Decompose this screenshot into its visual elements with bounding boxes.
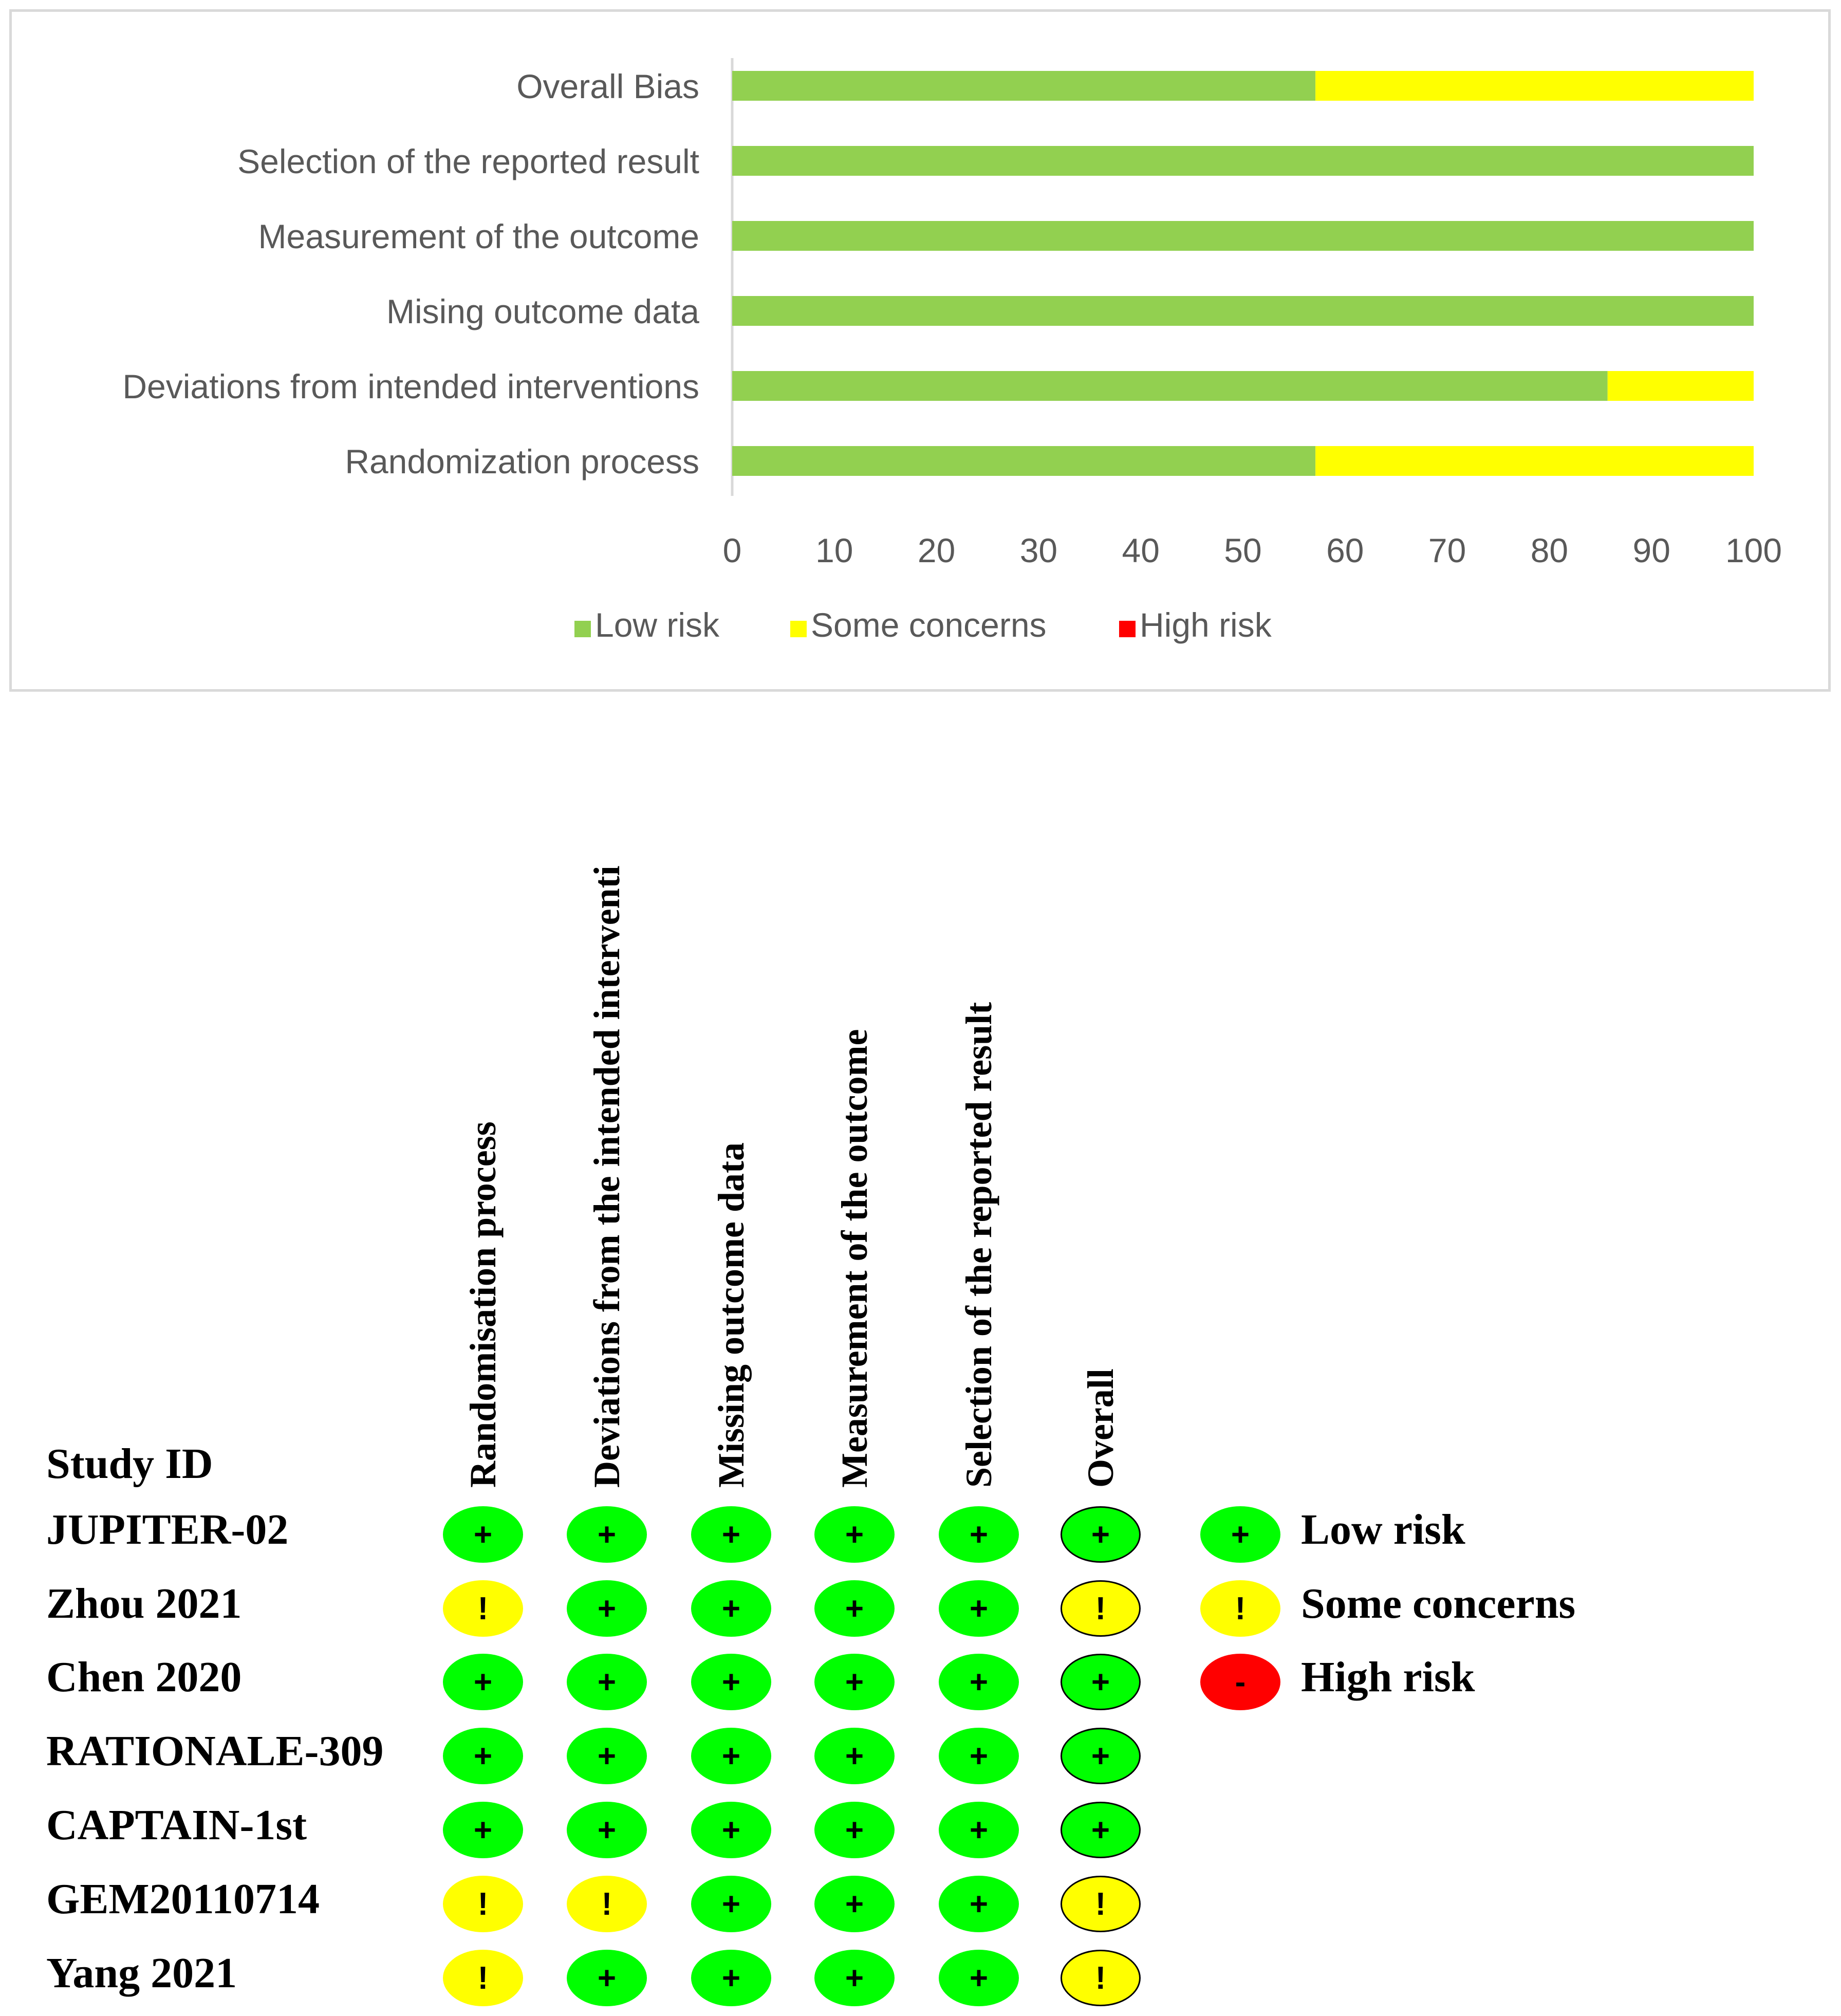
study-label: CAPTAIN-1st: [46, 1801, 307, 1849]
legend-label: High risk: [1301, 1653, 1475, 1701]
legend-swatch: [790, 621, 807, 637]
domain-column-header: Measurement of the outcome: [834, 1029, 875, 1488]
study-label: RATIONALE-309: [46, 1727, 384, 1775]
judgement-dot-low: +: [567, 1728, 647, 1784]
judgement-dot-low: +: [567, 1580, 647, 1637]
judgement-dot-low: +: [939, 1506, 1019, 1563]
judgement-dot-low: +: [691, 1506, 771, 1563]
judgement-dot-low: +: [691, 1580, 771, 1637]
judgement-dot-some: !: [567, 1876, 647, 1932]
judgement-dot-low: +: [691, 1876, 771, 1932]
judgement-dot-low: +: [814, 1802, 895, 1858]
study-label: GEM20110714: [46, 1875, 320, 1923]
x-tick-label: 60: [1326, 531, 1364, 569]
judgement-dot-some: !: [1061, 1876, 1141, 1932]
judgement-dot-low: +: [567, 1654, 647, 1710]
x-tick-label: 80: [1530, 531, 1569, 569]
judgement-dot-low: +: [443, 1506, 523, 1563]
x-tick-label: 50: [1224, 531, 1262, 569]
study-label: Yang 2021: [46, 1949, 237, 1997]
judgement-dot-low: +: [567, 1950, 647, 2006]
judgement-dot-low: +: [939, 1876, 1019, 1932]
x-tick-label: 30: [1019, 531, 1058, 569]
judgement-dot-low: +: [691, 1950, 771, 2006]
domain-column-header: Overall: [1080, 1368, 1121, 1488]
judgement-dot-low: +: [939, 1728, 1019, 1784]
x-tick-label: 90: [1632, 531, 1670, 569]
legend-swatch: [1119, 621, 1136, 637]
judgement-dot-low: +: [567, 1802, 647, 1858]
judgement-dot-low: +: [691, 1728, 771, 1784]
bar-segment: [1315, 71, 1754, 101]
risk-of-bias-summary-chart: [9, 9, 1831, 692]
legend-dot-some: !: [1200, 1580, 1280, 1637]
judgement-dot-low: +: [443, 1654, 523, 1710]
judgement-dot-low: +: [814, 1580, 895, 1637]
judgement-dot-low: +: [443, 1802, 523, 1858]
judgement-dot-low: +: [939, 1580, 1019, 1637]
bar-segment: [1315, 446, 1754, 476]
judgement-dot-some: !: [443, 1950, 523, 2006]
legend-label: Some concerns: [1301, 1580, 1576, 1627]
domain-column-header: Deviations from the intended interventi: [586, 865, 627, 1488]
category-label: Measurement of the outcome: [258, 217, 699, 255]
domain-column-header: Randomisation process: [462, 1121, 504, 1488]
x-tick-label: 40: [1122, 531, 1160, 569]
judgement-dot-low: +: [939, 1802, 1019, 1858]
judgement-dot-low: +: [814, 1654, 895, 1710]
bar-segment: [732, 371, 1608, 401]
judgement-dot-some: !: [443, 1876, 523, 1932]
x-tick-label: 20: [917, 531, 956, 569]
judgement-dot-low: +: [1061, 1728, 1141, 1784]
x-tick-label: 70: [1428, 531, 1466, 569]
bar-segment: [732, 221, 1754, 251]
judgement-dot-low: +: [691, 1654, 771, 1710]
study-label: JUPITER-02: [46, 1506, 289, 1553]
x-tick-label: 10: [815, 531, 853, 569]
legend-label: Low risk: [595, 606, 720, 644]
domain-column-header: Missing outcome data: [711, 1142, 752, 1488]
legend-dot-high: -: [1200, 1654, 1280, 1710]
category-label: Mising outcome data: [386, 292, 699, 330]
category-label: Deviations from intended interventions: [122, 367, 699, 405]
legend-dot-low: +: [1200, 1506, 1280, 1563]
category-label: Selection of the reported result: [237, 142, 699, 180]
judgement-dot-low: +: [1061, 1506, 1141, 1563]
judgement-dot-low: +: [814, 1506, 895, 1563]
legend-label: High risk: [1140, 606, 1272, 644]
bar-segment: [732, 71, 1315, 101]
bar-segment: [732, 446, 1315, 476]
judgement-dot-low: +: [939, 1654, 1019, 1710]
legend-label: Some concerns: [811, 606, 1047, 644]
judgement-dot-low: +: [814, 1950, 895, 2006]
study-id-header: Study ID: [46, 1440, 213, 1488]
bar-segment: [1608, 371, 1754, 401]
legend-swatch: [574, 621, 591, 637]
bar-segment: [732, 146, 1754, 176]
judgement-dot-some: !: [443, 1580, 523, 1637]
study-label: Chen 2020: [46, 1653, 242, 1701]
legend-label: Low risk: [1301, 1506, 1465, 1553]
study-label: Zhou 2021: [46, 1580, 242, 1627]
judgement-dot-low: +: [814, 1876, 895, 1932]
bar-chart-svg: [12, 12, 1833, 694]
judgement-dot-low: +: [443, 1728, 523, 1784]
judgement-dot-some: !: [1061, 1950, 1141, 2006]
judgement-dot-low: +: [691, 1802, 771, 1858]
judgement-dot-some: !: [1061, 1580, 1141, 1637]
judgement-dot-low: +: [814, 1728, 895, 1784]
domain-column-header: Selection of the reported result: [958, 1002, 999, 1488]
x-tick-label: 0: [722, 531, 742, 569]
judgement-dot-low: +: [939, 1950, 1019, 2006]
category-label: Overall Bias: [516, 67, 699, 105]
judgement-dot-low: +: [1061, 1802, 1141, 1858]
judgement-dot-low: +: [1061, 1654, 1141, 1710]
category-label: Randomization process: [345, 442, 699, 480]
x-tick-label: 100: [1725, 531, 1782, 569]
judgement-dot-low: +: [567, 1506, 647, 1563]
bar-segment: [732, 296, 1754, 326]
